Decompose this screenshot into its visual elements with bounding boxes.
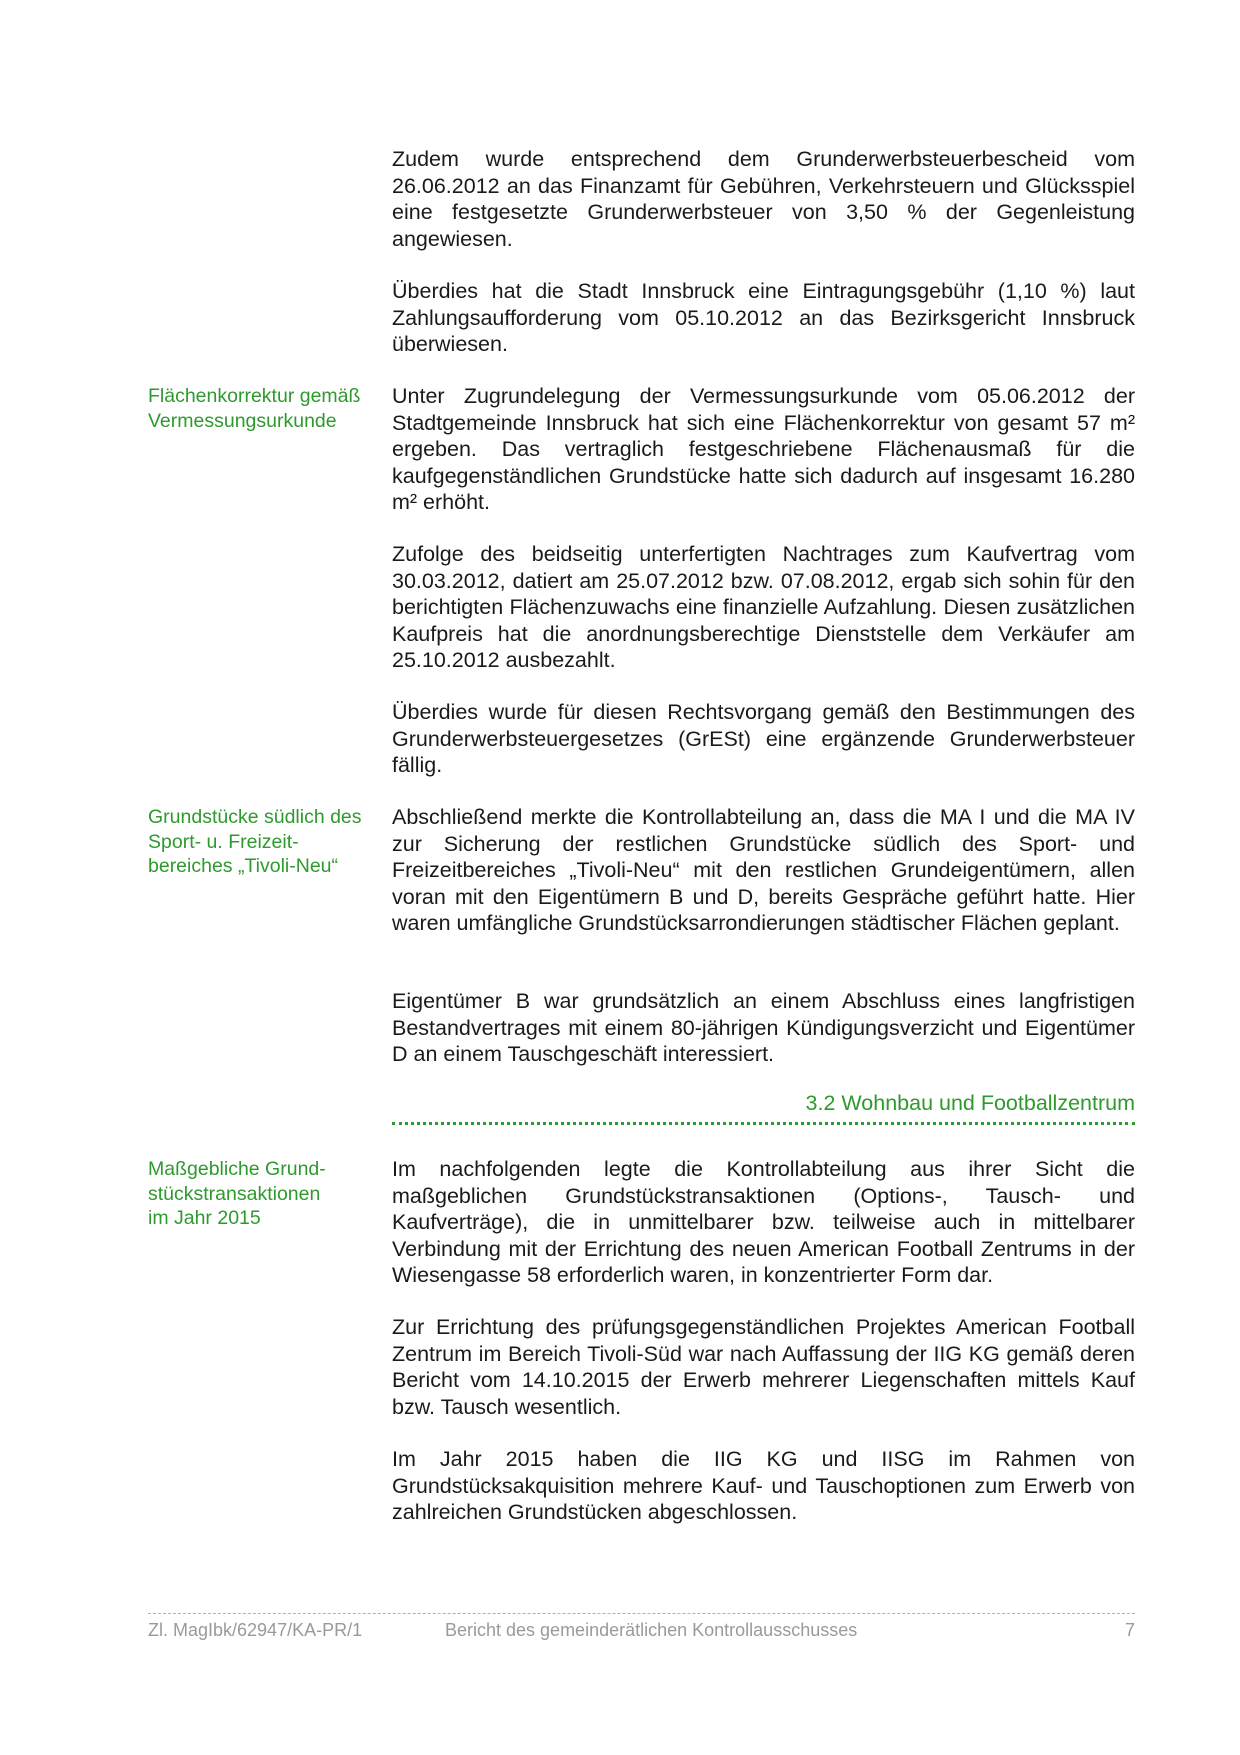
margin-note-line: Maßgebliche Grund- <box>148 1158 326 1180</box>
body-paragraph-grunderwerbsteuer: Zudem wurde entsprechend dem Grunderwerbsteuerbescheid vom 26.06.2012 an das Finanzamt für Gebühren, Verkehrsteuern und Glücksspiel eine festgesetzte Grunderwerbsteuer von 3,50 % der Gegenleistung angewiesen. <box>392 147 1135 251</box>
body-paragraph-eintragungsgebuehr: Überdies hat die Stadt Innsbruck eine Eintragungsgebühr (1,10 %) laut Zahlungsaufforderung vom 05.10.2012 an das Bezirksgericht Innsbruck überwiesen. <box>392 279 1135 356</box>
body-paragraph-nachtrag: Zufolge des beidseitig unterfertigten Nachtrages zum Kaufvertrag vom 30.03.2012, datiert am 25.07.2012 bzw. 07.08.2012, ergab sich sohin für den berichtigten Flächenzuwachs eine finanzielle Aufzahlung. Diesen zusätzlichen Kaufpreis hat die anordnungsberechtige Dienststelle dem Verkäufer am 25.10.2012 ausbezahlt. <box>392 542 1135 672</box>
footer-page-number: 7 <box>1124 1620 1135 1640</box>
section-heading: 3.2 Wohnbau und Footballzentrum <box>805 1091 1135 1115</box>
margin-note-line: Vermessungsurkunde <box>148 409 337 432</box>
margin-note-line: im Jahr 2015 <box>148 1207 261 1229</box>
footer-reference: Zl. MagIbk/62947/KA-PR/1 <box>148 1620 363 1640</box>
body-paragraph-eigentuemer: Eigentümer B war grundsätzlich an einem Abschluss eines langfristigen Bestandvertrages mit einem 80-jährigen Kündigungsverzicht und Eigentümer D an einem Tauschgeschäft interessiert. <box>392 989 1135 1066</box>
body-paragraph-kontrollabteilung-abschliessend: Abschließend merkte die Kontrollabteilung an, dass die MA I und die MA IV zur Sicherung der restlichen Grundstücke südlich des Sport- und Freizeitbereiches „Tivoli-Neu“ mit den restlichen Grundeigentümern, allen voran mit den Eigentümern B und D, bereits Gespräche geführt hatte. Hier waren umfängliche Grundstücksarrondierungen städtischer Flächen geplant. <box>392 805 1135 935</box>
margin-note-line: Sport- u. Freizeit- <box>148 830 299 853</box>
margin-note-line: Flächenkorrektur gemäß <box>148 385 361 407</box>
margin-note-flaechenkorrektur <box>148 384 383 433</box>
body-paragraph-vermessungsurkunde: Unter Zugrundelegung der Vermessungsurkunde vom 05.06.2012 der Stadtgemeinde Innsbruck hat sich eine Flächenkorrektur von gesamt 57 m² ergeben. Das vertraglich festgeschriebene Flächenausmaß für die kaufgegenständlichen Grundstücke hatte sich dadurch auf insgesamt 16.280 m² erhöht. <box>392 384 1135 514</box>
body-paragraph-grest: Überdies wurde für diesen Rechtsvorgang gemäß den Bestimmungen des Grunderwerbsteuergesetzes (GrESt) eine ergänzende Grunderwerbsteuer fällig. <box>392 700 1135 777</box>
margin-note-line: stückstransaktionen <box>148 1182 321 1205</box>
body-paragraph-errichtung: Zur Errichtung des prüfungsgegenständlichen Projektes American Football Zentrum im Bereich Tivoli-Süd war nach Auffassung der IIG KG gemäß deren Bericht vom 14.10.2015 der Erwerb mehrerer Liegenschaften mittels Kauf bzw. Tausch wesentlich. <box>392 1315 1135 1419</box>
margin-note-grundstueckstransaktionen <box>148 1157 383 1231</box>
margin-note-line: bereiches „Tivoli-Neu“ <box>148 855 339 877</box>
footer-title: Bericht des gemeinderätlichen Kontrollausschusses <box>445 1620 858 1640</box>
body-paragraph-nachfolgend: Im nachfolgenden legte die Kontrollabteilung aus ihrer Sicht die maßgeblichen Grundstückstransaktionen (Options-, Tausch- und Kaufverträge), die in unmittelbarer bzw. teilweise auch in mittelbarer Verbindung mit der Errichtung des neuen American Football Zentrums in der Wiesengasse 58 erforderlich waren, in konzentrierter Form dar. <box>392 1157 1135 1287</box>
section-heading-rule <box>392 1122 1135 1125</box>
margin-note-line: Grundstücke südlich des <box>148 806 362 828</box>
margin-note-grundstuecke-tivoli <box>148 805 383 879</box>
body-paragraph-jahr-2015: Im Jahr 2015 haben die IIG KG und IISG im Rahmen von Grundstücksakquisition mehrere Kauf- und Tauschoptionen zum Erwerb von zahlreichen Grundstücken abgeschlossen. <box>392 1447 1135 1524</box>
footer-rule <box>148 1613 1135 1614</box>
